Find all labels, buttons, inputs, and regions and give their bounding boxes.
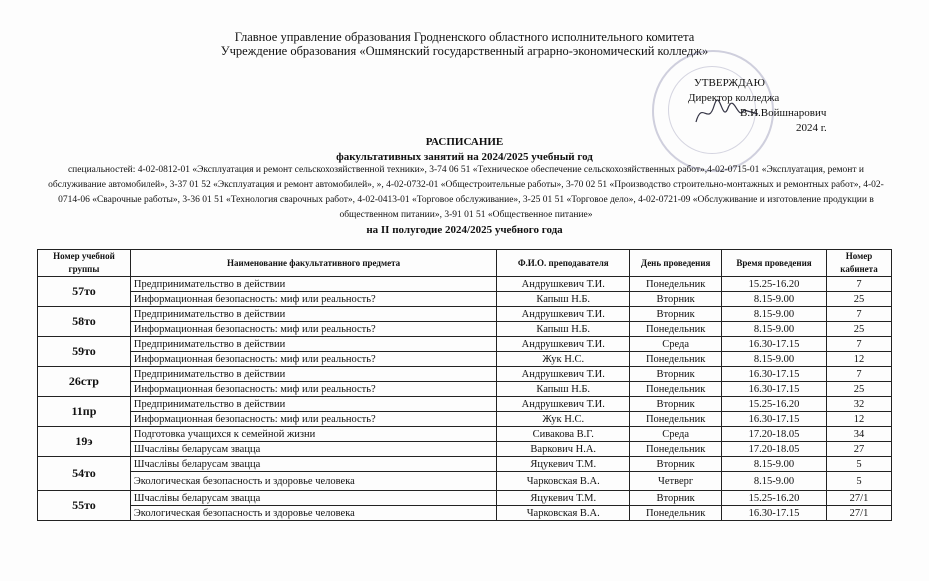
room-cell: 7: [827, 337, 892, 352]
schedule-body: [38, 277, 892, 521]
table-row: [38, 412, 892, 427]
approval-date: 2024 г.: [796, 122, 827, 134]
table-row: [38, 382, 892, 397]
table-row: [38, 491, 892, 506]
time-cell: 17.20-18.05: [722, 442, 827, 457]
teacher-cell: Яцукевич Т.М.: [497, 457, 630, 472]
room-cell: 12: [827, 352, 892, 367]
subject-cell: Шчаслівы беларусам звацца: [130, 442, 496, 457]
day-cell: Вторник: [630, 292, 722, 307]
teacher-cell: Жук Н.С.: [497, 352, 630, 367]
header-subject: Наименование факультативного предмета: [130, 250, 496, 277]
subject-cell: Подготовка учащихся к семейной жизни: [130, 427, 496, 442]
room-cell: 25: [827, 322, 892, 337]
day-cell: Понедельник: [630, 277, 722, 292]
header-room: Номер кабинета: [827, 250, 892, 277]
subject-cell: Информационная безопасность: миф или реальность?: [130, 292, 496, 307]
group-cell: 59то: [38, 337, 131, 367]
subject-cell: Предпринимательство в действии: [130, 307, 496, 322]
subject-cell: Шчаслівы беларусам звацца: [130, 491, 496, 506]
subject-cell: Предпринимательство в действии: [130, 397, 496, 412]
time-cell: 8.15-9.00: [722, 307, 827, 322]
time-cell: 15.25-16.20: [722, 397, 827, 412]
time-cell: 15.25-16.20: [722, 277, 827, 292]
day-cell: Среда: [630, 427, 722, 442]
room-cell: 5: [827, 457, 892, 472]
schedule-table: [37, 249, 892, 521]
teacher-cell: Капыш Н.Б.: [497, 292, 630, 307]
room-cell: 12: [827, 412, 892, 427]
time-cell: 8.15-9.00: [722, 472, 827, 491]
table-row: [38, 322, 892, 337]
room-cell: 32: [827, 397, 892, 412]
table-header-row: [38, 250, 892, 277]
teacher-cell: Андрушкевич Т.И.: [497, 367, 630, 382]
subject-cell: Информационная безопасность: миф или реальность?: [130, 322, 496, 337]
day-cell: Понедельник: [630, 382, 722, 397]
table-row: [38, 367, 892, 382]
room-cell: 34: [827, 427, 892, 442]
approval-label: УТВЕРЖДАЮ: [694, 77, 765, 89]
subject-cell: Информационная безопасность: миф или реальность?: [130, 352, 496, 367]
table-row: [38, 352, 892, 367]
day-cell: Понедельник: [630, 442, 722, 457]
time-cell: 15.25-16.20: [722, 491, 827, 506]
day-cell: Вторник: [630, 397, 722, 412]
day-cell: Понедельник: [630, 412, 722, 427]
teacher-cell: Андрушкевич Т.И.: [497, 277, 630, 292]
header-teacher: Ф.И.О. преподавателя: [497, 250, 630, 277]
header-group: Номер учебной группы: [38, 250, 131, 277]
table-row: [38, 427, 892, 442]
document-title: РАСПИСАНИЕ: [425, 136, 504, 148]
room-cell: 7: [827, 307, 892, 322]
day-cell: Вторник: [630, 367, 722, 382]
teacher-cell: Капыш Н.Б.: [497, 382, 630, 397]
subject-cell: Информационная безопасность: миф или реальность?: [130, 382, 496, 397]
group-cell: 11пр: [38, 397, 131, 427]
specialties-text: специальностей: 4-02-0812-01 «Эксплуатация и ремонт сельскохозяйственной техники», 3-74 06 51 «Техническое обеспечение сельскохозяйственных работ»,4-02-0715-01 «Эксплуатация, ремонт и обслуживание автомобилей», 3-37 01 52 «Эксплуатация и ремонт автомобилей», », 4-02-0732-01 «Общестроительные работы», 3-70 02 51 «Производство строительно-монтажных и ремонтных работ», 4-02-0714-06 «Сварочные работы», 3-36 01 51 «Технология сварочных работ», 4-02-0413-01 «Торговое обслуживание», 3-25 01 51 «Торговое дело», 4-02-0721-09 «Обслуживание и изготовление продукции в общественном питании», 3-91 01 51 «Общественное питание»: [48, 165, 884, 220]
day-cell: Вторник: [630, 491, 722, 506]
subject-cell: Предпринимательство в действии: [130, 367, 496, 382]
teacher-cell: Варкович Н.А.: [497, 442, 630, 457]
table-row: [38, 397, 892, 412]
approval-name: В.И.Войшнарович: [740, 107, 827, 119]
subject-cell: Предпринимательство в действии: [130, 337, 496, 352]
time-cell: 16.30-17.15: [722, 337, 827, 352]
time-cell: 8.15-9.00: [722, 292, 827, 307]
table-row: [38, 307, 892, 322]
time-cell: 16.30-17.15: [722, 506, 827, 521]
time-cell: 8.15-9.00: [722, 322, 827, 337]
semester-line: на II полугодие 2024/2025 учебного года: [366, 224, 563, 236]
teacher-cell: Жук Н.С.: [497, 412, 630, 427]
day-cell: Понедельник: [630, 506, 722, 521]
table-row: [38, 472, 892, 491]
teacher-cell: Сивакова В.Г.: [497, 427, 630, 442]
teacher-cell: Яцукевич Т.М.: [497, 491, 630, 506]
table-row: [38, 506, 892, 521]
day-cell: Вторник: [630, 307, 722, 322]
header-time: Время проведения: [722, 250, 827, 277]
group-cell: 55то: [38, 491, 131, 521]
teacher-cell: Андрушкевич Т.И.: [497, 397, 630, 412]
group-cell: 57то: [38, 277, 131, 307]
room-cell: 7: [827, 277, 892, 292]
day-cell: Понедельник: [630, 322, 722, 337]
time-cell: 16.30-17.15: [722, 382, 827, 397]
group-cell: 26стр: [38, 367, 131, 397]
day-cell: Вторник: [630, 457, 722, 472]
day-cell: Среда: [630, 337, 722, 352]
subject-cell: Экологическая безопасность и здоровье человека: [130, 506, 496, 521]
document-subtitle: факультативных занятий на 2024/2025 учебный год: [336, 151, 593, 163]
group-cell: 19э: [38, 427, 131, 457]
subject-cell: Предпринимательство в действии: [130, 277, 496, 292]
subject-cell: Шчаслівы беларусам звацца: [130, 457, 496, 472]
approval-position: Директор колледжа: [688, 92, 780, 104]
group-cell: 58то: [38, 307, 131, 337]
table-row: [38, 337, 892, 352]
group-cell: 54то: [38, 457, 131, 491]
subject-cell: Информационная безопасность: миф или реальность?: [130, 412, 496, 427]
organization-line-2: Учреждение образования «Ошмянский государственный аграрно-экономический колледж»: [220, 44, 709, 58]
teacher-cell: Андрушкевич Т.И.: [497, 307, 630, 322]
room-cell: 27: [827, 442, 892, 457]
teacher-cell: Андрушкевич Т.И.: [497, 337, 630, 352]
room-cell: 5: [827, 472, 892, 491]
organization-line-1: Главное управление образования Гродненского областного исполнительного комитета: [234, 30, 695, 44]
time-cell: 17.20-18.05: [722, 427, 827, 442]
time-cell: 16.30-17.15: [722, 412, 827, 427]
subject-cell: Экологическая безопасность и здоровье человека: [130, 472, 496, 491]
room-cell: 27/1: [827, 506, 892, 521]
room-cell: 25: [827, 382, 892, 397]
time-cell: 8.15-9.00: [722, 457, 827, 472]
table-row: [38, 277, 892, 292]
room-cell: 7: [827, 367, 892, 382]
table-row: [38, 292, 892, 307]
teacher-cell: Капыш Н.Б.: [497, 322, 630, 337]
day-cell: Понедельник: [630, 352, 722, 367]
teacher-cell: Чарковская В.А.: [497, 472, 630, 491]
table-row: [38, 442, 892, 457]
time-cell: 8.15-9.00: [722, 352, 827, 367]
header-day: День проведения: [630, 250, 722, 277]
room-cell: 27/1: [827, 491, 892, 506]
teacher-cell: Чарковская В.А.: [497, 506, 630, 521]
approval-block: [688, 76, 827, 136]
room-cell: 25: [827, 292, 892, 307]
time-cell: 16.30-17.15: [722, 367, 827, 382]
table-row: [38, 457, 892, 472]
day-cell: Четверг: [630, 472, 722, 491]
